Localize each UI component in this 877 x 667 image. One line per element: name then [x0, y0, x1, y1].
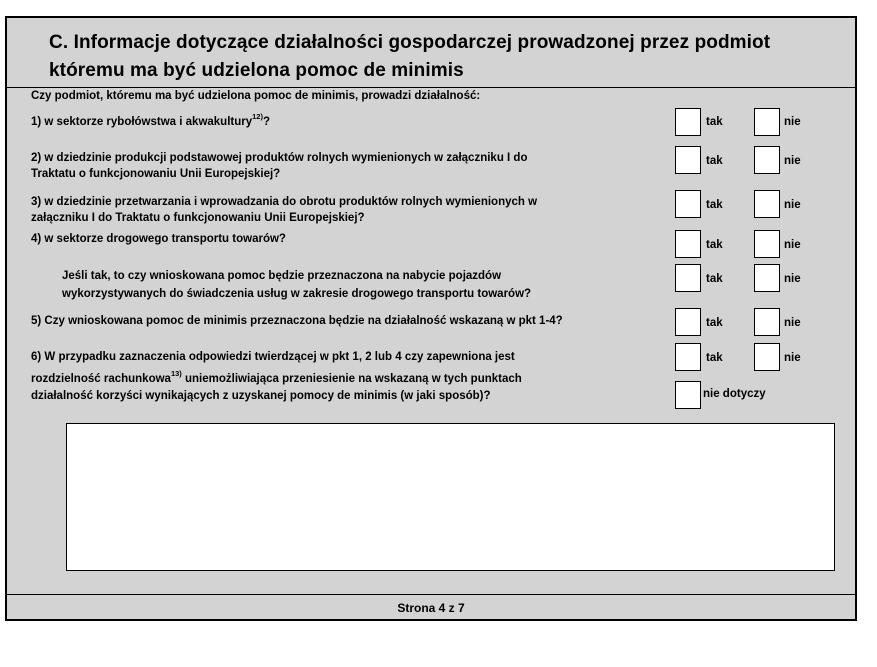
q5-yes-checkbox[interactable] — [675, 308, 701, 336]
page-number: Strona 4 z 7 — [397, 601, 465, 615]
q5-no-checkbox[interactable] — [754, 308, 780, 336]
question-6-line2-end: uniemożliwiająca przeniesienie na wskazaną w tych punktach — [181, 373, 522, 385]
q4a-yes-label: tak — [706, 273, 723, 285]
q6-not-applicable-label: nie dotyczy — [703, 388, 766, 400]
q2-no-label: nie — [784, 155, 801, 167]
q4-yes-checkbox[interactable] — [675, 230, 701, 258]
question-6-line2 — [31, 371, 522, 387]
section-header — [7, 18, 855, 88]
q1-no-checkbox[interactable] — [754, 108, 780, 136]
form-section-c — [5, 16, 857, 621]
question-4: 4) w sektorze drogowego transportu towarów? — [31, 233, 286, 245]
q1-no-label: nie — [784, 116, 801, 128]
footnote-12: 12) — [252, 112, 263, 122]
question-3-line2: załączniku I do Traktatu o funkcjonowaniu Unii Europejskiej? — [31, 212, 365, 224]
q3-no-label: nie — [784, 199, 801, 211]
q6-not-applicable-checkbox[interactable] — [675, 381, 701, 409]
q4-no-label: nie — [784, 239, 801, 251]
question-4a-line1: Jeśli tak, to czy wnioskowana pomoc będzie przeznaczona na nabycie pojazdów — [62, 270, 502, 282]
question-5: 5) Czy wnioskowana pomoc de minimis przeznaczona będzie na działalność wskazaną w pkt 1-4? — [31, 315, 563, 327]
q2-yes-label: tak — [706, 155, 723, 167]
q3-yes-label: tak — [706, 199, 723, 211]
q6-yes-checkbox[interactable] — [675, 343, 701, 371]
section-title-line2: któremu ma być udzielona pomoc de minimis — [49, 60, 464, 81]
q4a-yes-checkbox[interactable] — [675, 264, 701, 292]
q1-yes-checkbox[interactable] — [675, 108, 701, 136]
question-2-line2: Traktatu o funkcjonowaniu Unii Europejskiej? — [31, 168, 281, 180]
q6-no-checkbox[interactable] — [754, 343, 780, 371]
q3-no-checkbox[interactable] — [754, 190, 780, 218]
q4-no-checkbox[interactable] — [754, 230, 780, 258]
question-1 — [31, 114, 270, 130]
q6-explanation-textarea[interactable] — [66, 423, 835, 571]
q1-yes-label: tak — [706, 116, 723, 128]
q4a-no-label: nie — [784, 273, 801, 285]
question-1-end: ? — [262, 116, 271, 128]
question-2-line1: 2) w dziedzinie produkcji podstawowej produktów rolnych wymienionych w załączniku I do — [31, 152, 528, 164]
q4a-no-checkbox[interactable] — [754, 264, 780, 292]
q4-yes-label: tak — [706, 239, 723, 251]
q2-yes-checkbox[interactable] — [675, 146, 701, 174]
q5-no-label: nie — [784, 317, 801, 329]
question-6-line2-start: rozdzielność rachunkowa — [31, 373, 171, 385]
q5-yes-label: tak — [706, 317, 723, 329]
q3-yes-checkbox[interactable] — [675, 190, 701, 218]
q6-no-label: nie — [784, 352, 801, 364]
question-4a-line2: wykorzystywanych do świadczenia usług w zakresie drogowego transportu towarów? — [62, 288, 532, 300]
q2-no-checkbox[interactable] — [754, 146, 780, 174]
question-6-line1: 6) W przypadku zaznaczenia odpowiedzi twierdzącej w pkt 1, 2 lub 4 czy zapewniona jest — [31, 351, 515, 363]
question-3-line1: 3) w dziedzinie przetwarzania i wprowadzania do obrotu produktów rolnych wymienionych w — [31, 196, 538, 208]
intro-question: Czy podmiot, któremu ma być udzielona pomoc de minimis, prowadzi działalność: — [31, 90, 481, 102]
q6-yes-label: tak — [706, 352, 723, 364]
footnote-13: 13) — [170, 369, 182, 379]
question-1-text: 1) w sektorze rybołówstwa i akwakultury — [31, 116, 253, 128]
page-footer — [7, 594, 855, 620]
section-title-line1: C. Informacje dotyczące działalności gospodarczej prowadzonej przez podmiot — [49, 32, 771, 53]
question-6-line3: działalność korzyści wynikających z uzyskanej pomocy de minimis (w jaki sposób)? — [31, 390, 491, 402]
